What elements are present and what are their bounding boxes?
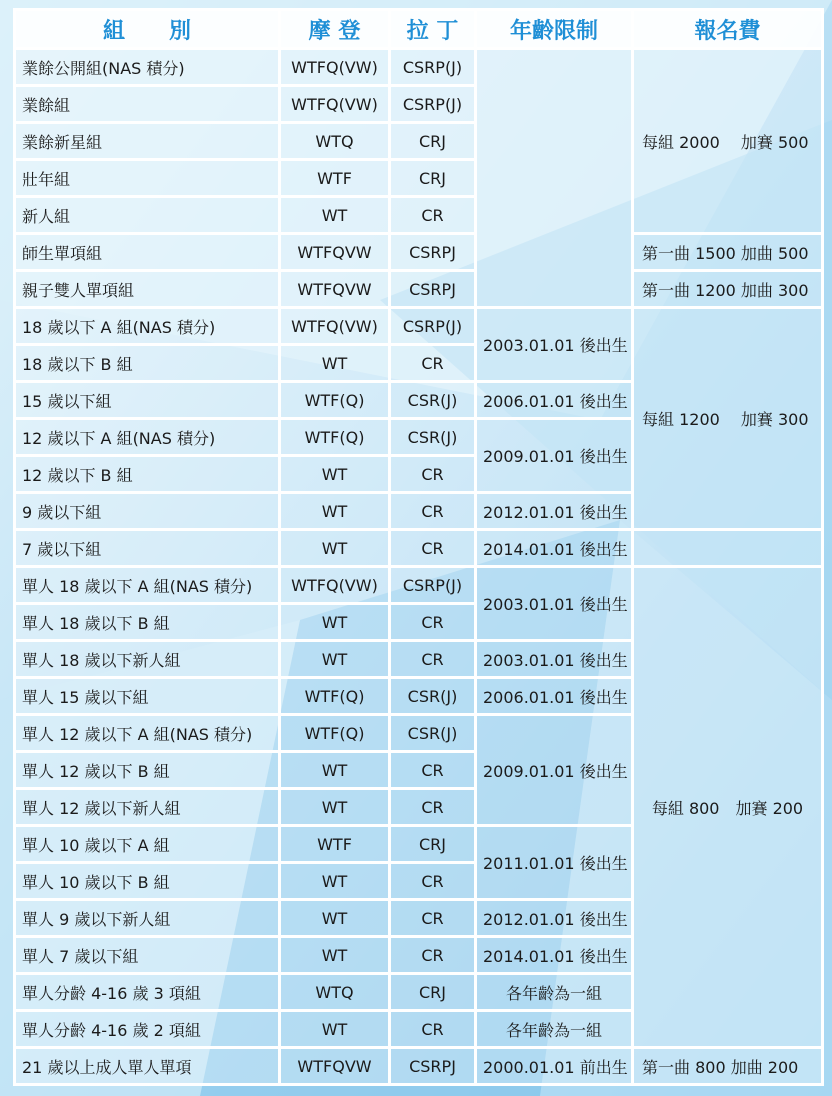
age-cell: 2009.01.01 後出生	[476, 419, 633, 493]
latin-cell: CSR(J)	[390, 715, 476, 752]
modern-cell: WTFQ(VW)	[280, 86, 390, 123]
group-cell: 9 歲以下組	[15, 493, 280, 530]
modern-cell: WTF(Q)	[280, 678, 390, 715]
table-row	[15, 308, 823, 345]
latin-cell: CRJ	[390, 974, 476, 1011]
group-cell: 單人 18 歲以下 A 組(NAS 積分)	[15, 567, 280, 604]
latin-cell: CSR(J)	[390, 678, 476, 715]
modern-cell: WTF	[280, 826, 390, 863]
latin-cell: CSRPJ	[390, 234, 476, 271]
group-cell: 單人 15 歲以下組	[15, 678, 280, 715]
latin-cell: CSRPJ	[390, 1048, 476, 1085]
modern-cell: WTF(Q)	[280, 419, 390, 456]
modern-cell: WTQ	[280, 974, 390, 1011]
group-cell: 單人 10 歲以下 A 組	[15, 826, 280, 863]
group-cell: 壯年組	[15, 160, 280, 197]
table-row	[15, 567, 823, 604]
table-row	[15, 234, 823, 271]
modern-cell: WT	[280, 530, 390, 567]
latin-cell: CRJ	[390, 160, 476, 197]
age-cell: 2000.01.01 前出生	[476, 1048, 633, 1085]
latin-cell: CSRP(J)	[390, 86, 476, 123]
modern-cell: WT	[280, 937, 390, 974]
fee-cell: 第一曲 1500 加曲 500	[633, 234, 823, 271]
modern-cell: WT	[280, 197, 390, 234]
fee-cell: 每組 2000 加賽 500	[633, 49, 823, 234]
group-cell: 12 歲以下 B 組	[15, 456, 280, 493]
group-cell: 21 歲以上成人單人單項	[15, 1048, 280, 1085]
latin-cell: CR	[390, 530, 476, 567]
latin-cell: CR	[390, 863, 476, 900]
age-cell: 2003.01.01 後出生	[476, 641, 633, 678]
group-cell: 單人 18 歲以下新人組	[15, 641, 280, 678]
header-age: 年齡限制	[476, 10, 633, 49]
group-cell: 18 歲以下 B 組	[15, 345, 280, 382]
header-fee: 報名費	[633, 10, 823, 49]
latin-cell: CR	[390, 789, 476, 826]
age-cell: 2012.01.01 後出生	[476, 900, 633, 937]
group-cell: 15 歲以下組	[15, 382, 280, 419]
group-cell: 單人 18 歲以下 B 組	[15, 604, 280, 641]
modern-cell: WTF	[280, 160, 390, 197]
group-cell: 業餘公開組(NAS 積分)	[15, 49, 280, 86]
table-row	[15, 1048, 823, 1085]
modern-cell: WTF(Q)	[280, 382, 390, 419]
age-cell: 2003.01.01 後出生	[476, 567, 633, 641]
fee-cell: 第一曲 1200 加曲 300	[633, 271, 823, 308]
modern-cell: WT	[280, 456, 390, 493]
latin-cell: CSRP(J)	[390, 49, 476, 86]
age-cell: 各年齡為一組	[476, 974, 633, 1011]
age-cell: 2006.01.01 後出生	[476, 382, 633, 419]
header-group-label: 組 別	[102, 18, 191, 44]
age-cell: 2003.01.01 後出生	[476, 308, 633, 382]
latin-cell: CR	[390, 752, 476, 789]
group-cell: 18 歲以下 A 組(NAS 積分)	[15, 308, 280, 345]
group-cell: 單人分齡 4-16 歲 2 項組	[15, 1011, 280, 1048]
latin-cell: CR	[390, 641, 476, 678]
fee-cell: 每組 800 加賽 200	[633, 567, 823, 1048]
fee-cell: 第一曲 800 加曲 200	[633, 1048, 823, 1085]
latin-cell: CSR(J)	[390, 419, 476, 456]
latin-cell: CRJ	[390, 826, 476, 863]
modern-cell: WT	[280, 345, 390, 382]
latin-cell: CR	[390, 937, 476, 974]
latin-cell: CR	[390, 345, 476, 382]
latin-cell: CR	[390, 1011, 476, 1048]
registration-table	[13, 8, 824, 1086]
group-cell: 業餘組	[15, 86, 280, 123]
modern-cell: WTFQVW	[280, 1048, 390, 1085]
group-cell: 單人分齡 4-16 歲 3 項組	[15, 974, 280, 1011]
latin-cell: CRJ	[390, 123, 476, 160]
table-row	[15, 49, 823, 86]
modern-cell: WTFQVW	[280, 234, 390, 271]
group-cell: 單人 7 歲以下組	[15, 937, 280, 974]
modern-cell: WTF(Q)	[280, 715, 390, 752]
age-cell: 2012.01.01 後出生	[476, 493, 633, 530]
header-row	[15, 10, 823, 49]
fee-cell-empty	[633, 530, 823, 567]
latin-cell: CR	[390, 456, 476, 493]
modern-cell: WT	[280, 493, 390, 530]
age-cell: 2014.01.01 後出生	[476, 530, 633, 567]
modern-cell: WT	[280, 900, 390, 937]
group-cell: 新人組	[15, 197, 280, 234]
latin-cell: CSRP(J)	[390, 308, 476, 345]
modern-cell: WT	[280, 641, 390, 678]
latin-cell: CSRP(J)	[390, 567, 476, 604]
group-cell: 單人 12 歲以下 B 組	[15, 752, 280, 789]
header-group	[15, 10, 280, 49]
modern-cell: WT	[280, 1011, 390, 1048]
header-modern: 摩 登	[280, 10, 390, 49]
registration-table-container	[13, 8, 821, 1086]
group-cell: 親子雙人單項組	[15, 271, 280, 308]
group-cell: 業餘新星組	[15, 123, 280, 160]
modern-cell: WT	[280, 789, 390, 826]
age-cell-empty	[476, 49, 633, 308]
group-cell: 單人 12 歲以下新人組	[15, 789, 280, 826]
age-cell: 各年齡為一組	[476, 1011, 633, 1048]
modern-cell: WTFQVW	[280, 271, 390, 308]
group-cell: 單人 9 歲以下新人組	[15, 900, 280, 937]
group-cell: 師生單項組	[15, 234, 280, 271]
modern-cell: WTFQ(VW)	[280, 308, 390, 345]
modern-cell: WT	[280, 604, 390, 641]
modern-cell: WT	[280, 863, 390, 900]
modern-cell: WTFQ(VW)	[280, 567, 390, 604]
latin-cell: CSRPJ	[390, 271, 476, 308]
latin-cell: CR	[390, 900, 476, 937]
latin-cell: CR	[390, 604, 476, 641]
fee-cell: 每組 1200 加賽 300	[633, 308, 823, 530]
age-cell: 2014.01.01 後出生	[476, 937, 633, 974]
table-row	[15, 530, 823, 567]
group-cell: 單人 10 歲以下 B 組	[15, 863, 280, 900]
modern-cell: WTFQ(VW)	[280, 49, 390, 86]
group-cell: 單人 12 歲以下 A 組(NAS 積分)	[15, 715, 280, 752]
age-cell: 2006.01.01 後出生	[476, 678, 633, 715]
age-cell: 2009.01.01 後出生	[476, 715, 633, 826]
modern-cell: WTQ	[280, 123, 390, 160]
latin-cell: CR	[390, 197, 476, 234]
group-cell: 12 歲以下 A 組(NAS 積分)	[15, 419, 280, 456]
latin-cell: CR	[390, 493, 476, 530]
group-cell: 7 歲以下組	[15, 530, 280, 567]
age-cell: 2011.01.01 後出生	[476, 826, 633, 900]
latin-cell: CSR(J)	[390, 382, 476, 419]
header-latin: 拉 丁	[390, 10, 476, 49]
table-row	[15, 271, 823, 308]
modern-cell: WT	[280, 752, 390, 789]
